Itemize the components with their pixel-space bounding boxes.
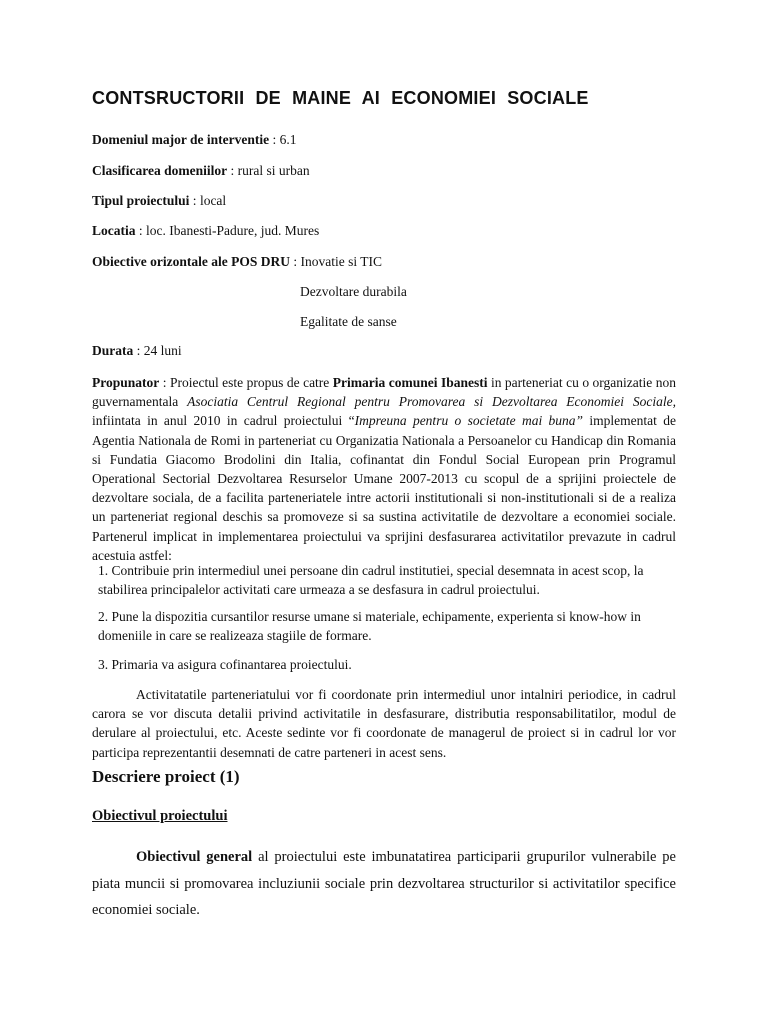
activity-paragraph <box>92 685 676 762</box>
list-item: 1. Contribuie prin intermediul unei persoane din cadrul institutiei, special desemnata in acest scop, la stabilirea principalelor activitati care urmeaza a se desfasura in cadrul proiectului. <box>98 563 644 598</box>
field-label: Domeniul major de interventie <box>92 132 270 147</box>
list-item: 3. Primaria va asigura cofinantarea proiectului. <box>98 657 352 672</box>
paragraph-italic: Impreuna pentru o societate mai buna” <box>354 413 584 429</box>
field-domeniul <box>92 132 297 148</box>
field-label: Obiective orizontale ale POS DRU <box>92 254 290 269</box>
propunator-paragraph <box>92 373 676 565</box>
field-locatia <box>92 223 319 239</box>
paragraph-text: infiintata in anul 2010 in cadrul proiectului “ <box>92 413 355 429</box>
field-sep: : <box>133 343 144 358</box>
paragraph-text: in parteneriat cu o organizatie non guvernamentala <box>92 375 676 410</box>
field-value: rural si urban <box>237 163 310 178</box>
document-title: CONTSRUCTORII DE MAINE AI ECONOMIEI SOCIALE <box>92 88 589 108</box>
field-value: local <box>199 193 227 208</box>
field-label: Tipul proiectului <box>92 193 190 208</box>
field-sep: : <box>269 132 280 147</box>
field-sep: : <box>135 223 147 238</box>
field-value: Inovatie si TIC <box>300 254 382 269</box>
paragraph-text: : Proiectul este propus de catre <box>159 375 333 390</box>
field-tipul <box>92 193 226 209</box>
subsection-heading: Obiectivul proiectului <box>92 808 228 824</box>
field-value: 24 luni <box>143 343 182 358</box>
field-label: Clasificarea domeniilor <box>92 163 228 178</box>
field-obiective <box>92 254 382 270</box>
field-sep: : <box>289 254 301 269</box>
objective-label: Obiectivul general <box>136 849 253 865</box>
field-label: Durata <box>92 343 134 358</box>
paragraph-text: Activitatatile parteneriatului vor fi coordonate prin intermediul unor intalniri periodice, in cadrul carora se vor discuta detalii privind activitatile in desfasurare, distributia responsabilitatilor, modul de derulare al proiectului, etc. Aceste sedinte vor fi coordonate de managerul de proiect si in cadrul lor vor participa reprezentantii desemnati de catre parteneri in acest sens. <box>92 687 676 760</box>
field-sep: : <box>189 193 200 208</box>
list-item: 2. Pune la dispozitia cursantilor resurse umane si materiale, echipamente, experienta si know-how in domeniile in care se realizeaza stagiile de formare. <box>98 609 641 644</box>
objective-item: Dezvoltare durabila <box>300 284 407 299</box>
field-value: loc. Ibanesti-Padure, jud. Mures <box>146 223 320 238</box>
field-clasificarea <box>92 163 310 179</box>
field-durata <box>92 343 182 359</box>
objective-item: Egalitate de sanse <box>300 314 397 329</box>
paragraph-italic: Asociatia Centrul Regional pentru Promovarea si Dezvoltarea Economiei Sociale, <box>187 394 676 410</box>
propunator-label: Propunator <box>92 375 160 390</box>
field-value: 6.1 <box>279 132 297 147</box>
paragraph-text: implementat de Agentia Nationala de Romi in parteneriat cu Organizatia Nationala a Persoanelor cu Handicap din Romania si Fundatia Giacomo Brodolini din Italia, cofinantat din Fondul Social European prin Programul Operational Sectorial Dezvoltarea Resurselor Umane 2007-2013 cu scopul de a sprijini proiectele de dezvoltare sociala, de a facilita parteneriatele intre actorii institutionali si non-institutionali si de a realiza un parteneriat regional deschis sa promoveze si sa sustina activitatile de dezvoltare a economiei sociale. Partenerul implicat in implementarea proiectului va sprijini desfasurarea activitatilor prevazute in cadrul acestuia astfel: <box>92 413 676 563</box>
field-label: Locatia <box>92 223 136 238</box>
paragraph-text: al proiectului este imbunatatirea participarii grupurilor vulnerabile pe piata muncii si promovarea incluziunii sociale prin dezvoltarea structurilor si activitatilor specifice economiei sociale. <box>92 849 676 918</box>
field-sep: : <box>227 163 238 178</box>
objective-paragraph <box>92 844 676 924</box>
paragraph-bold: Primaria comunei Ibanesti <box>332 375 488 390</box>
section-heading: Descriere proiect (1) <box>92 767 240 786</box>
